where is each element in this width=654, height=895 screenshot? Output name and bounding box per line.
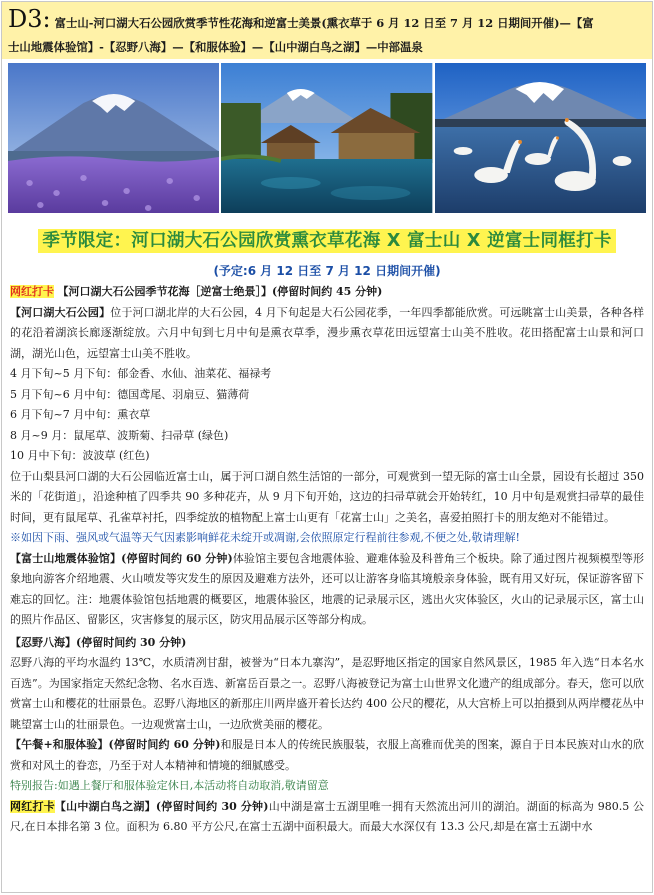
section-yamanaka: 网红打卡【山中湖白鸟之湖】(停留时间约 30 分钟)山中湖是富士五湖里唯一拥有天然流出河川的湖泊。湖面的标高为 980.5 公尺,在日本排名第 3 位。面积为 6.80 平方公尺,在富士五湖中面积最大。而最大水深仅有 13.3 公尺,却是在富士五湖中水 [10,799,645,833]
swans-fuji-photo [435,63,646,213]
day-header [2,2,652,59]
hot-spot-tag: 网红打卡 [10,285,54,298]
weather-note: ※如因下雨、强风或气温等天气因素影响鲜花未绽开或凋谢,会依照原定行程前往参观,不便之处,敬请理解! [10,531,520,544]
photo-strip [2,59,652,213]
kimono-note: 特别报告:如遇上餐厅和服体验定休日,本活动将自动取消,敬请留意 [10,779,329,792]
section-earthquake: 【富士山地震体验馆】(停留时间约 60 分钟)体验馆主要包含地震体验、避难体验及科普角三个板块。除了通过图片视频模型等形象地向游客介绍地震、火山喷发等灾发生的原因及避难方法外，还可以让游客身临其境般亲身体验，既有用又好玩，保证游客留下难忘的回忆。注：地震体验馆包括地震的概要区，地震体验区，地震的记录展示区，逃出火灾体验区，火山的记录展示区，富士山的照片作品区、留影区，灾害修复的展示区，防灾用品展示区等部分构成。 [10,551,645,626]
hot-spot-tag: 网红打卡 [10,799,55,813]
flower-season-item: 5 月下旬~6 月中旬：德国鸢尾、羽扇豆、猫薄荷 [10,387,250,401]
oshino-village-photo [221,63,432,213]
season-banner [2,227,652,252]
itinerary-content [2,279,652,838]
section-kimono: 【午餐+和服体验】(停留时间约 60 分钟)和服是日本人的传统民族服装，衣服上高雅而优美的图案，源自于日本民族对山水的欣赏和对风土的眷恋，乃至于对人本精神和情境的细腻感受。 [10,738,645,772]
flower-season-item: 10 月中下旬：波波草 (红色) [10,449,150,462]
flower-season-item: 6 月下旬~7 月中旬：熏衣草 [10,408,151,421]
lavender-fuji-photo [8,63,219,213]
flower-season-item: 8 月~9 月：鼠尾草、波斯菊、扫帚草 (绿色) [10,428,229,442]
flower-season-item: 4 月下旬~5 月下旬：郁金香、水仙、油菜花、福禄考 [10,367,272,380]
section-oshino-title: 【忍野八海】(停留时间约 30 分钟) [10,635,187,649]
day-label: D3: [8,5,51,33]
season-banner-text: 季节限定：河口湖大石公园欣赏熏衣草花海 X 富士山 X 逆富士同框打卡 [38,229,615,253]
oshino-description: 忍野八海的平均水温约 13℃，水质清冽甘甜，被誉为“日本九寨沟”，是忍野地区指定的国家自然风景区，1985 年入选“日本名水百选”。为国家指定天然纪念物、名水百选、新富岳百景之一。忍野八海被登记为富士山世界文化遗产的组成部分。春天，您可以欣赏富士山和樱花的壮丽景色。忍野八海地区的新那庄川两岸盛开着长达约 400 公尺的樱花，从大宫桥上可以拍摄到从两岸樱花丛中眺望富士山的壮丽景色。一边观赏富士山，一边欣赏美丽的樱花。 [10,656,644,731]
day-title-line2: 士山地震体验馆】-【忍野八海】—【和服体验】—【山中湖白鸟之湖】—中部温泉 [8,40,423,54]
season-period: (予定:6 月 12 日至 7 月 12 日期间开催) [213,264,441,278]
oishi-intro: 【河口湖大石公园】位于河口湖北岸的大石公园，4 月下旬起是大石公园花季，一年四季都能欣赏。可远眺富士山美景，各种各样的花沿着湖滨长廊逐渐绽放。六月中旬到七月中旬是熏衣草季，漫步熏衣草花田远望富士山美不胜收。花田搭配富士山景和河口湖，湖光山色，远望富士山美不胜收。 [10,305,645,360]
oishi-description: 位于山梨县河口湖的大石公园临近富士山，属于河口湖自然生活馆的一部分，可观赏到一望无际的富士山全景，园设有长超过 350 米的「花街道」，沿途种植了四季共 90 多种花卉，从 9 月下旬开始，这边的扫帚草就会开始转红，10 月中旬是观赏扫帚草的最佳时间，更有鼠尾草、孔雀草衬托，四季绽放的植物配上富士山更有「花富士山」之美名，喜爱拍照打卡的朋友绝对不能错过。 [10,469,644,524]
section-oishi-title: 网红打卡 【河口湖大石公园季节花海［逆富士绝景］】(停留时间约 45 分钟) [10,285,383,298]
day-title-line1: 富士山-河口湖大石公园欣赏季节性花海和逆富士美景(熏衣草于 6 月 12 日至 7 月 12 日期间开催)—【富 [54,16,594,30]
itinerary-page [1,1,653,893]
